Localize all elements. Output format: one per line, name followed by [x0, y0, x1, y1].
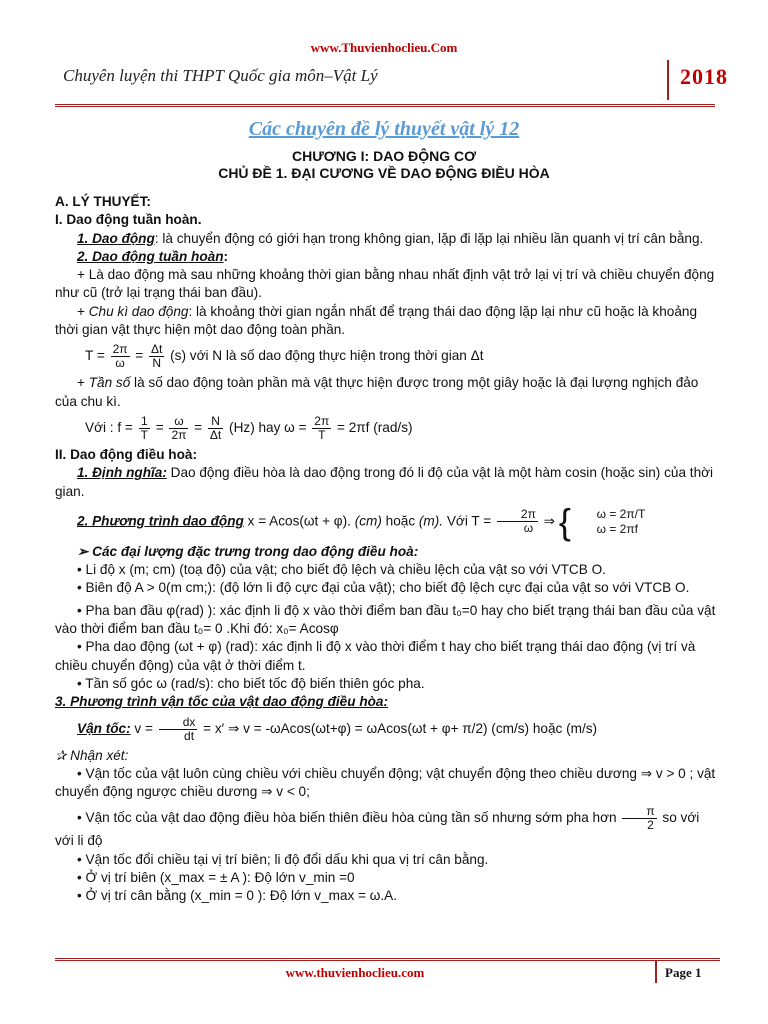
system-line-1: ω = 2π/T	[596, 506, 646, 521]
section-2-heading: II. Dao động điều hoà:	[55, 446, 197, 462]
quantity-displacement: • Li độ x (m; cm) (toạ độ) của vật; cho biết độ lệch và chiều lệch của vật so với VTCB O.	[77, 562, 606, 578]
section-1-heading: I. Dao động tuần hoàn.	[55, 212, 202, 228]
paragraph-frequency	[55, 374, 720, 411]
text-definition: Dao động điều hòa là dao động trong đó li độ của vật là một hàm cosin (hoặc sin) của thời gian.	[55, 465, 714, 499]
fraction-2pi-omega: $\frac{2\pi}{\omega}$	[112, 342, 128, 371]
page-footer	[55, 958, 720, 985]
label-frequency: Tần số	[88, 375, 131, 391]
or: hoặc	[381, 513, 419, 529]
remark-2-suffix: so với với li độ	[55, 810, 700, 849]
remark-5: • Ở vị trí cân bằng (x_min = 0 ): Độ lớn v_max = ω.A.	[77, 888, 398, 904]
footer-website-url[interactable]: www.thuvienhoclieu.com	[285, 965, 425, 980]
omega-system	[575, 507, 646, 537]
footer-divider	[655, 961, 657, 983]
fraction-dt-n: $\frac{\Delta t}{N}$	[151, 342, 163, 371]
paragraph-periodic-heading	[55, 248, 720, 266]
fraction-pi-2: $\frac{\pi}{2}$	[622, 805, 656, 832]
label-definition: 1. Định nghĩa:	[77, 465, 167, 481]
quantity-phase: • Pha dao động (ωt + φ) (rad): xác định li độ x vào thời điểm t hay cho biết trạng thái dao động (vị trí và chiều chuyển động) của vật ở thời điểm t.	[55, 639, 696, 673]
fraction-dx-dt: $\frac{dx}{dt}$	[159, 716, 198, 743]
paragraph-definition-harmonic	[55, 464, 720, 501]
eq-t-prefix: T =	[85, 348, 109, 364]
paragraph-periodic-desc: + Là dao động mà sau những khoảng thời gian bằng nhau nhất định vật trở lại vị trí và chiều chuyển động như cũ (trở lại trạng thái ban đầu).	[55, 267, 715, 301]
page-header	[55, 60, 728, 107]
velocity-heading: 3. Phương trình vận tốc của vật dao động điều hòa:	[55, 694, 389, 710]
paragraph-equation-motion: 2. Phương trình dao động x = Acos(ωt + φ). (cm) hoặc (m). Với T = $\frac{2\pi}{\omega}$ ⇒ { ω = 2π/T ω = 2πf	[77, 500, 646, 542]
fraction-omega-2pi: $\frac{\omega}{2\pi}$	[171, 413, 187, 442]
quantity-angular-frequency: • Tần số góc ω (rad/s): cho biết tốc độ biến thiên góc pha.	[77, 675, 425, 691]
plus: +	[77, 375, 89, 391]
v-prefix: v =	[130, 720, 157, 736]
plus: +	[77, 303, 89, 319]
header-year: 2018	[680, 64, 728, 89]
eq-f-suffix: = 2πf (rad/s)	[337, 420, 413, 436]
remarks-heading: ✰ Nhận xét:	[55, 747, 129, 763]
remark-4: • Ở vị trí biên (x_max = ± A ): Độ lớn v_min =0	[77, 870, 355, 886]
quantity-amplitude: • Biên độ A > 0(m cm;): (độ lớn li độ cực đại của vật); cho biết độ lệch cực đại của vật so với VTCB O.	[77, 580, 690, 596]
remark-3: • Vận tốc đổi chiều tại vị trí biên; li độ đổi dấu khi qua vị trí cân bằng.	[77, 851, 489, 867]
page-number: Page 1	[665, 965, 702, 980]
section-a-heading: A. LÝ THUYẾT:	[55, 194, 151, 209]
header-divider	[667, 60, 669, 100]
eq-t-suffix: (s) với N là số dao động thực hiện trong thời gian Δt	[170, 348, 484, 364]
brace: {	[558, 500, 571, 542]
with-t: Với T =	[443, 513, 495, 529]
chapter-heading: CHƯƠNG I: DAO ĐỘNG CƠ	[291, 148, 477, 164]
remark-2	[55, 805, 720, 850]
eq-f-mid: (Hz) hay ω =	[229, 420, 311, 436]
v-suffix: = x′ ⇒ v = -ωAcos(ωt+φ) = ωAcos(ωt + φ+ π/2) (cm/s) hoặc (m/s)	[203, 720, 598, 736]
colon: :	[223, 248, 229, 264]
quantities-heading: ➢ Các đại lượng đặc trưng trong dao động điều hoà:	[77, 543, 419, 559]
label-velocity: Vận tốc:	[77, 720, 131, 736]
text-period: : là khoảng thời gian ngắn nhất để trạng thái dao động lặp lại như cũ hoặc là khoảng thời gian vật thực hiện một dao động toàn phần.	[55, 303, 698, 338]
label-periodic: 2. Dao động tuần hoàn	[77, 248, 224, 264]
quantity-initial-phase: • Pha ban đầu φ(rad) ): xác định li độ x vào thời điểm ban đầu t₀=0 hay cho biết trạng thái ban đầu của vật vào thời điểm ban đầu t₀= 0 .Khi đó: x₀= Acosφ	[55, 602, 716, 637]
eq-f-prefix: Với : f =	[85, 420, 137, 436]
label-oscillation: 1. Dao động	[77, 230, 155, 246]
remark-2-text: • Vận tốc của vật dao động điều hòa biến thiên điều hòa cùng tần số nhưng sớm pha hơn	[77, 810, 621, 826]
label-period: Chu kì dao động	[88, 303, 189, 319]
fraction-1-t: $\frac{1}{T}$	[140, 413, 148, 442]
system-line-2: ω = 2πf	[596, 521, 638, 536]
header-title: Chuyên luyện thi THPT Quốc gia môn–Vật Lý	[63, 66, 378, 85]
remark-1: • Vận tốc của vật luôn cùng chiều với chiều chuyển động; vật chuyển động theo chiều dương ⇒ v > 0 ; vật chuyển động ngược chiều dương ⇒ v < 0;	[55, 765, 716, 800]
document-body	[55, 193, 720, 906]
paragraph-definition-oscillation	[55, 230, 720, 248]
equation-frequency: Với : f = $\frac{1}{T}$ = $\frac{\omega}{2\pi}$ = $\frac{N}{\Delta t}$ (Hz) hay ω = $\frac{2\pi}{T}$ = 2πf (rad/s)	[85, 413, 413, 442]
equation-period: T = $\frac{2\pi}{\omega}$ = $\frac{\Delta t}{N}$ (s) với N là số dao động thực hiện trong thời gian Δt	[85, 342, 484, 371]
document-title: Các chuyên đề lý thuyết vật lý 12	[248, 118, 520, 140]
topic-heading: CHỦ ĐỀ 1. ĐẠI CƯƠNG VỀ DAO ĐỘNG ĐIỀU HÒA	[218, 165, 550, 181]
top-website-url[interactable]: www.Thuvienhoclieu.Com	[310, 40, 458, 55]
fraction-2pi-t: $\frac{2\pi}{T}$	[314, 413, 330, 442]
label-equation-motion: 2. Phương trình dao động	[77, 513, 244, 529]
unit-m: (m).	[418, 513, 444, 529]
text-oscillation: : là chuyển động có giới hạn trong không gian, lặp đi lặp lại nhiều lần quanh vị trí cân bằng.	[154, 230, 704, 246]
fraction-2pi-omega: $\frac{2\pi}{\omega}$	[497, 508, 538, 535]
text-frequency: là số dao động toàn phần mà vật thực hiện được trong một giây hoặc là đại lượng nghịch đảo của chu kì.	[55, 375, 699, 409]
unit-cm: (cm)	[354, 513, 382, 529]
velocity-equation	[55, 716, 720, 743]
fraction-n-dt: $\frac{N}{\Delta t}$	[209, 413, 222, 442]
paragraph-period	[55, 303, 720, 340]
equation-x: x = Acos(ωt + φ).	[243, 513, 355, 529]
